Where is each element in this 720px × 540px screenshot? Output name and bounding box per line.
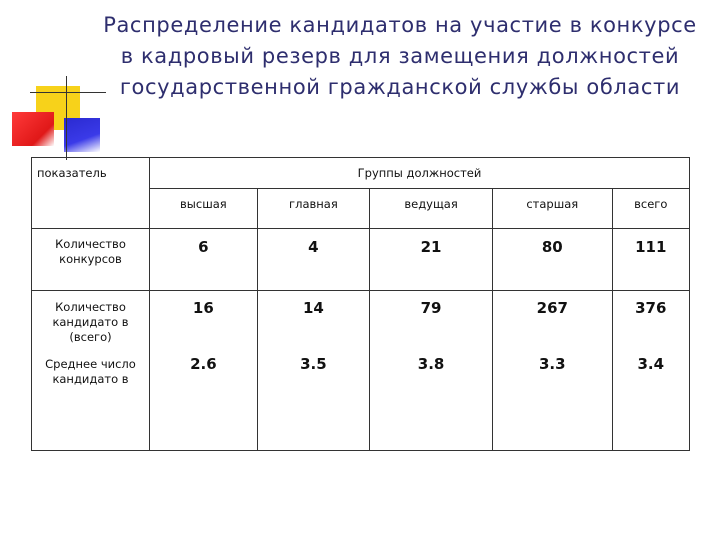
value-average-vsego: 3.4 bbox=[637, 355, 665, 373]
decor-red-square bbox=[12, 112, 54, 146]
column-header-vsego: всего bbox=[612, 189, 689, 229]
value-candidates-vsego: 376 bbox=[635, 299, 667, 317]
row-label-candidates: Количество кандидато в (всего) bbox=[52, 300, 129, 344]
row-label-average: Среднее число кандидато в bbox=[45, 357, 136, 386]
value-candidates-veduschaya: 79 bbox=[420, 299, 442, 317]
value-candidates-starshaya: 267 bbox=[536, 299, 568, 317]
table-row-candidates bbox=[32, 291, 690, 451]
row-label-candidates-cell bbox=[32, 291, 150, 451]
cell-candidates-starshaya bbox=[493, 291, 612, 451]
column-header-starshaya: старшая bbox=[493, 189, 612, 229]
decor-horizontal-line bbox=[30, 92, 106, 93]
value-average-starshaya: 3.3 bbox=[539, 355, 566, 373]
table-header-row bbox=[32, 158, 690, 189]
cell-candidates-veduschaya bbox=[370, 291, 493, 451]
value-average-veduschaya: 3.8 bbox=[417, 355, 445, 373]
slide-title: Распределение кандидатов на участие в конкурсе в кадровый резерв для замещения должностей государственной гражданской службы области bbox=[103, 13, 697, 99]
cell-contests-glavnaya: 4 bbox=[257, 229, 369, 291]
value-average-vysshaya: 2.6 bbox=[190, 355, 217, 373]
group-header: Группы должностей bbox=[150, 158, 690, 189]
corner-header: показатель bbox=[32, 158, 150, 229]
column-header-veduschaya: ведущая bbox=[370, 189, 493, 229]
value-candidates-glavnaya: 14 bbox=[302, 299, 324, 317]
row-label-contests: Количество конкурсов bbox=[32, 229, 150, 291]
cell-candidates-vsego bbox=[612, 291, 689, 451]
column-header-glavnaya: главная bbox=[257, 189, 369, 229]
decor-blue-square bbox=[64, 118, 100, 152]
cell-candidates-glavnaya bbox=[257, 291, 369, 451]
decor-vertical-line bbox=[66, 76, 67, 160]
cell-contests-vysshaya: 6 bbox=[150, 229, 258, 291]
cell-contests-vsego: 111 bbox=[612, 229, 689, 291]
table-row-contests bbox=[32, 229, 690, 291]
data-table bbox=[31, 157, 690, 451]
cell-contests-veduschaya: 21 bbox=[370, 229, 493, 291]
cell-candidates-vysshaya bbox=[150, 291, 258, 451]
value-candidates-vysshaya: 16 bbox=[192, 299, 214, 317]
value-average-glavnaya: 3.5 bbox=[300, 355, 327, 373]
cell-contests-starshaya: 80 bbox=[493, 229, 612, 291]
column-header-vysshaya: высшая bbox=[150, 189, 258, 229]
